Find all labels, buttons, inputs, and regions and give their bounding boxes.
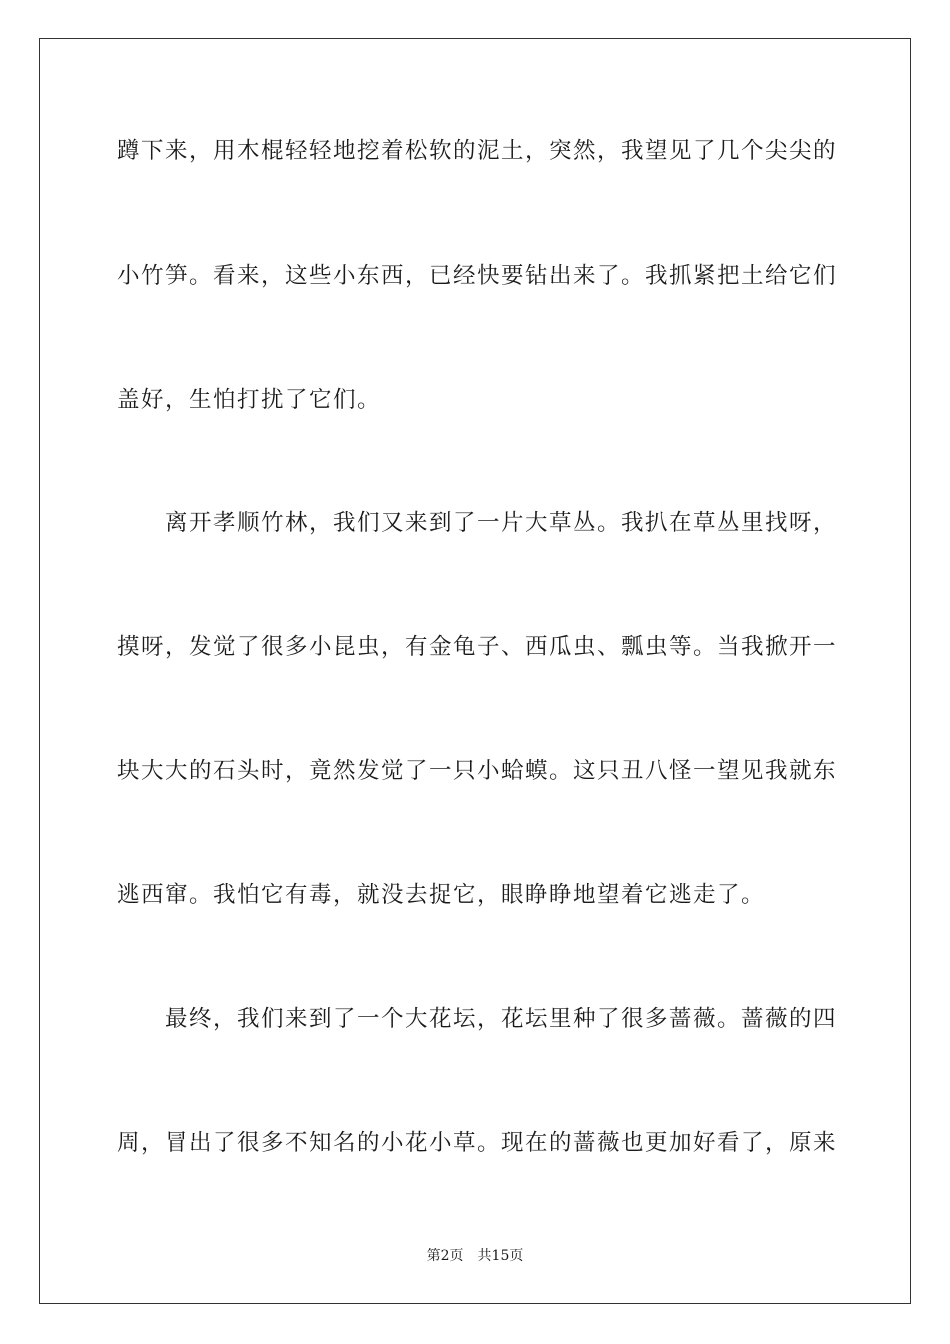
page-footer — [0, 1246, 950, 1266]
text-line: 摸呀，发觉了很多小昆虫，有金龟子、西瓜虫、瓢虫等。当我掀开一 — [117, 634, 837, 660]
paragraph-first-line: 最终，我们来到了一个大花坛，花坛里种了很多蔷薇。蔷薇的四 — [165, 1006, 837, 1032]
paragraph-first-line: 离开孝顺竹林，我们又来到了一片大草丛。我扒在草丛里找呀， — [165, 510, 837, 536]
text-line: 块大大的石头时，竟然发觉了一只小蛤蟆。这只丑八怪一望见我就东 — [117, 758, 837, 784]
page-total: 共15页 — [477, 1248, 524, 1264]
page-border — [39, 38, 911, 1304]
text-line: 蹲下来，用木棍轻轻地挖着松软的泥土，突然，我望见了几个尖尖的 — [117, 138, 837, 164]
page-number: 第2页 — [426, 1248, 464, 1264]
text-line: 盖好，生怕打扰了它们。 — [117, 387, 382, 413]
text-line: 周，冒出了很多不知名的小花小草。现在的蔷薇也更加好看了，原来 — [117, 1130, 837, 1156]
text-line: 小竹笋。看来，这些小东西，已经快要钻出来了。我抓紧把土给它们 — [117, 263, 837, 289]
text-line: 逃西窜。我怕它有毒，就没去捉它，眼睁睁地望着它逃走了。 — [117, 882, 766, 908]
